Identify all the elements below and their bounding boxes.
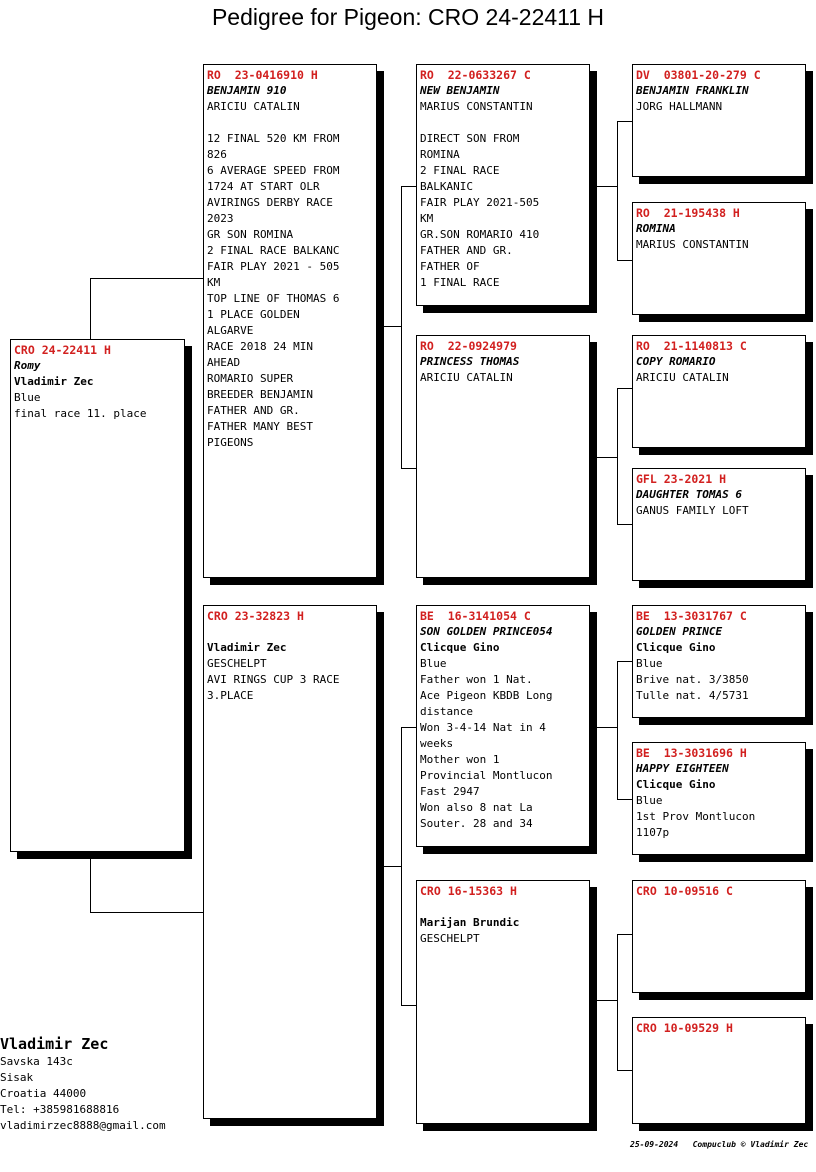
connector xyxy=(401,186,402,468)
connector xyxy=(90,278,204,279)
connector xyxy=(617,934,618,1070)
pigeon-card-ssd xyxy=(632,202,806,315)
connector xyxy=(90,912,204,913)
connector xyxy=(617,260,632,261)
ring-number: RO 22-0633267 C xyxy=(420,68,531,82)
ring-number: RO 21-195438 H xyxy=(636,206,740,220)
connector xyxy=(617,799,632,800)
result-line: final race 11. place xyxy=(14,407,147,420)
connector xyxy=(383,866,401,867)
connector xyxy=(617,661,632,662)
pigeon-info: GESCHELPT xyxy=(420,932,480,945)
ring-number: CRO 10-09516 C xyxy=(636,884,733,898)
connector xyxy=(597,186,617,187)
breeder-name: Clicque Gino xyxy=(636,778,716,791)
owner-phone: Tel: +385981688816 xyxy=(0,1103,120,1116)
pigeon-card-dam xyxy=(203,605,377,1119)
pigeon-name: SON GOLDEN PRINCE054 xyxy=(420,625,553,638)
pigeon-name: COPY ROMARIO xyxy=(636,355,716,368)
breeder-name: JORG HALLMANN xyxy=(636,100,723,113)
owner-country: Croatia 44000 xyxy=(0,1087,87,1100)
connector xyxy=(383,326,401,327)
connector xyxy=(617,934,632,935)
pigeon-card-subject xyxy=(10,339,185,852)
pigeon-card-sire-dam xyxy=(416,335,590,578)
connector xyxy=(617,121,618,260)
pigeon-info: 12 FINAL 520 KM FROM 826 6 AVERAGE SPEED FROM 1724 AT START OLR AVIRINGS DERBY RACE 2023 GR SON ROMINA 2 FINAL RACE BALKANC FAIR PLAY 2021 - 505 KM TOP LINE OF THOMAS 6 1 PLACE GOLDEN ALGARVE RACE 2018 24 MIN AHEAD ROMARIO SUPER BREEDER BENJAMIN FATHER AND GR. FATHER MANY BEST PIGEONS xyxy=(207,132,340,449)
connector xyxy=(597,1000,617,1001)
pigeon-card-sdd xyxy=(632,468,806,581)
ring-number: CRO 16-15363 H xyxy=(420,884,517,898)
pigeon-name: PRINCESS THOMAS xyxy=(420,355,520,368)
ring-number: RO 21-1140813 C xyxy=(636,339,747,353)
pigeon-info: DIRECT SON FROM ROMINA 2 FINAL RACE BALKANIC FAIR PLAY 2021-505 KM GR.SON ROMARIO 410 FATHER AND GR. FATHER OF 1 FINAL RACE xyxy=(420,132,540,289)
connector xyxy=(617,524,632,525)
connector xyxy=(617,121,632,122)
pigeon-name: DAUGHTER TOMAS 6 xyxy=(636,488,742,501)
pigeon-info: GESCHELPT AVI RINGS CUP 3 RACE 3.PLACE xyxy=(207,657,340,702)
owner-name: Vladimir Zec xyxy=(0,1035,109,1053)
pigeon-name: BENJAMIN FRANKLIN xyxy=(636,84,749,97)
connector xyxy=(617,661,618,799)
ring-number: RO 23-0416910 H xyxy=(207,68,318,82)
breeder-name: ARICIU CATALIN xyxy=(207,100,300,113)
breeder-name: MARIUS CONSTANTIN xyxy=(420,100,533,113)
ring-number: DV 03801-20-279 C xyxy=(636,68,761,82)
breeder-name: Clicque Gino xyxy=(420,641,500,654)
owner-street: Savska 143c xyxy=(0,1055,73,1068)
pigeon-name: HAPPY EIGHTEEN xyxy=(636,762,729,775)
connector xyxy=(617,388,618,524)
connector xyxy=(401,186,417,187)
connector xyxy=(90,278,91,340)
page-title: Pedigree for Pigeon: CRO 24-22411 H xyxy=(211,4,605,30)
breeder-name: GANUS FAMILY LOFT xyxy=(636,504,749,517)
pigeon-card-sds xyxy=(632,335,806,448)
owner-city: Sisak xyxy=(0,1071,34,1084)
pigeon-card-dam-sire xyxy=(416,605,590,847)
pigeon-card-dds xyxy=(632,880,806,993)
breeder-name: Clicque Gino xyxy=(636,641,716,654)
breeder-name: Vladimir Zec xyxy=(207,641,287,654)
breeder-name: Marijan Brundic xyxy=(420,916,520,929)
connector xyxy=(401,727,402,1005)
breeder-name: ARICIU CATALIN xyxy=(420,371,513,384)
ring-number: CRO 23-32823 H xyxy=(207,609,304,623)
connector xyxy=(90,852,91,912)
breeder-name: ARICIU CATALIN xyxy=(636,371,729,384)
owner-info xyxy=(0,1034,166,1134)
connector xyxy=(401,1005,417,1006)
ring-number: BE 13-3031767 C xyxy=(636,609,747,623)
breeder-name: MARIUS CONSTANTIN xyxy=(636,238,749,251)
pigeon-info: Blue Father won 1 Nat. Ace Pigeon KBDB Long distance Won 3-4-14 Nat in 4 weeks Mother won 1 Provincial Montlucon Fast 2947 Won also 8 nat La Souter. 28 and 34 xyxy=(420,657,553,830)
ring-number: CRO 10-09529 H xyxy=(636,1021,733,1035)
pigeon-info: Blue Brive nat. 3/3850 Tulle nat. 4/5731 xyxy=(636,657,749,702)
connector xyxy=(597,727,617,728)
pigeon-name: NEW BENJAMIN xyxy=(420,84,500,97)
pigeon-card-dsd xyxy=(632,742,806,855)
connector xyxy=(617,388,632,389)
connector xyxy=(597,457,617,458)
pigeon-card-sire-sire xyxy=(416,64,590,306)
ring-number: RO 22-0924979 xyxy=(420,339,517,353)
pigeon-info: Blue 1st Prov Montlucon 1107p xyxy=(636,794,756,839)
pigeon-name: ROMINA xyxy=(636,222,676,235)
pigeon-card-sss xyxy=(632,64,806,177)
ring-number: CRO 24-22411 H xyxy=(14,343,111,357)
pigeon-card-dss xyxy=(632,605,806,718)
breeder-name: Vladimir Zec xyxy=(14,375,94,388)
connector xyxy=(401,727,417,728)
pigeon-card-ddd xyxy=(632,1017,806,1124)
ring-number: BE 16-3141054 C xyxy=(420,609,531,623)
pigeon-card-dam-dam xyxy=(416,880,590,1124)
pigeon-card-sire xyxy=(203,64,377,578)
pigeon-name: BENJAMIN 910 xyxy=(207,84,287,97)
pigeon-name: GOLDEN PRINCE xyxy=(636,625,723,638)
color-line: Blue xyxy=(14,391,41,404)
pigeon-name: Romy xyxy=(14,359,41,372)
connector xyxy=(401,468,417,469)
footer-credit: 25-09-2024 Compuclub © Vladimir Zec xyxy=(630,1140,809,1149)
owner-email: vladimirzec8888@gmail.com xyxy=(0,1119,166,1132)
ring-number: GFL 23-2021 H xyxy=(636,472,727,486)
ring-number: BE 13-3031696 H xyxy=(636,746,747,760)
connector xyxy=(617,1070,632,1071)
